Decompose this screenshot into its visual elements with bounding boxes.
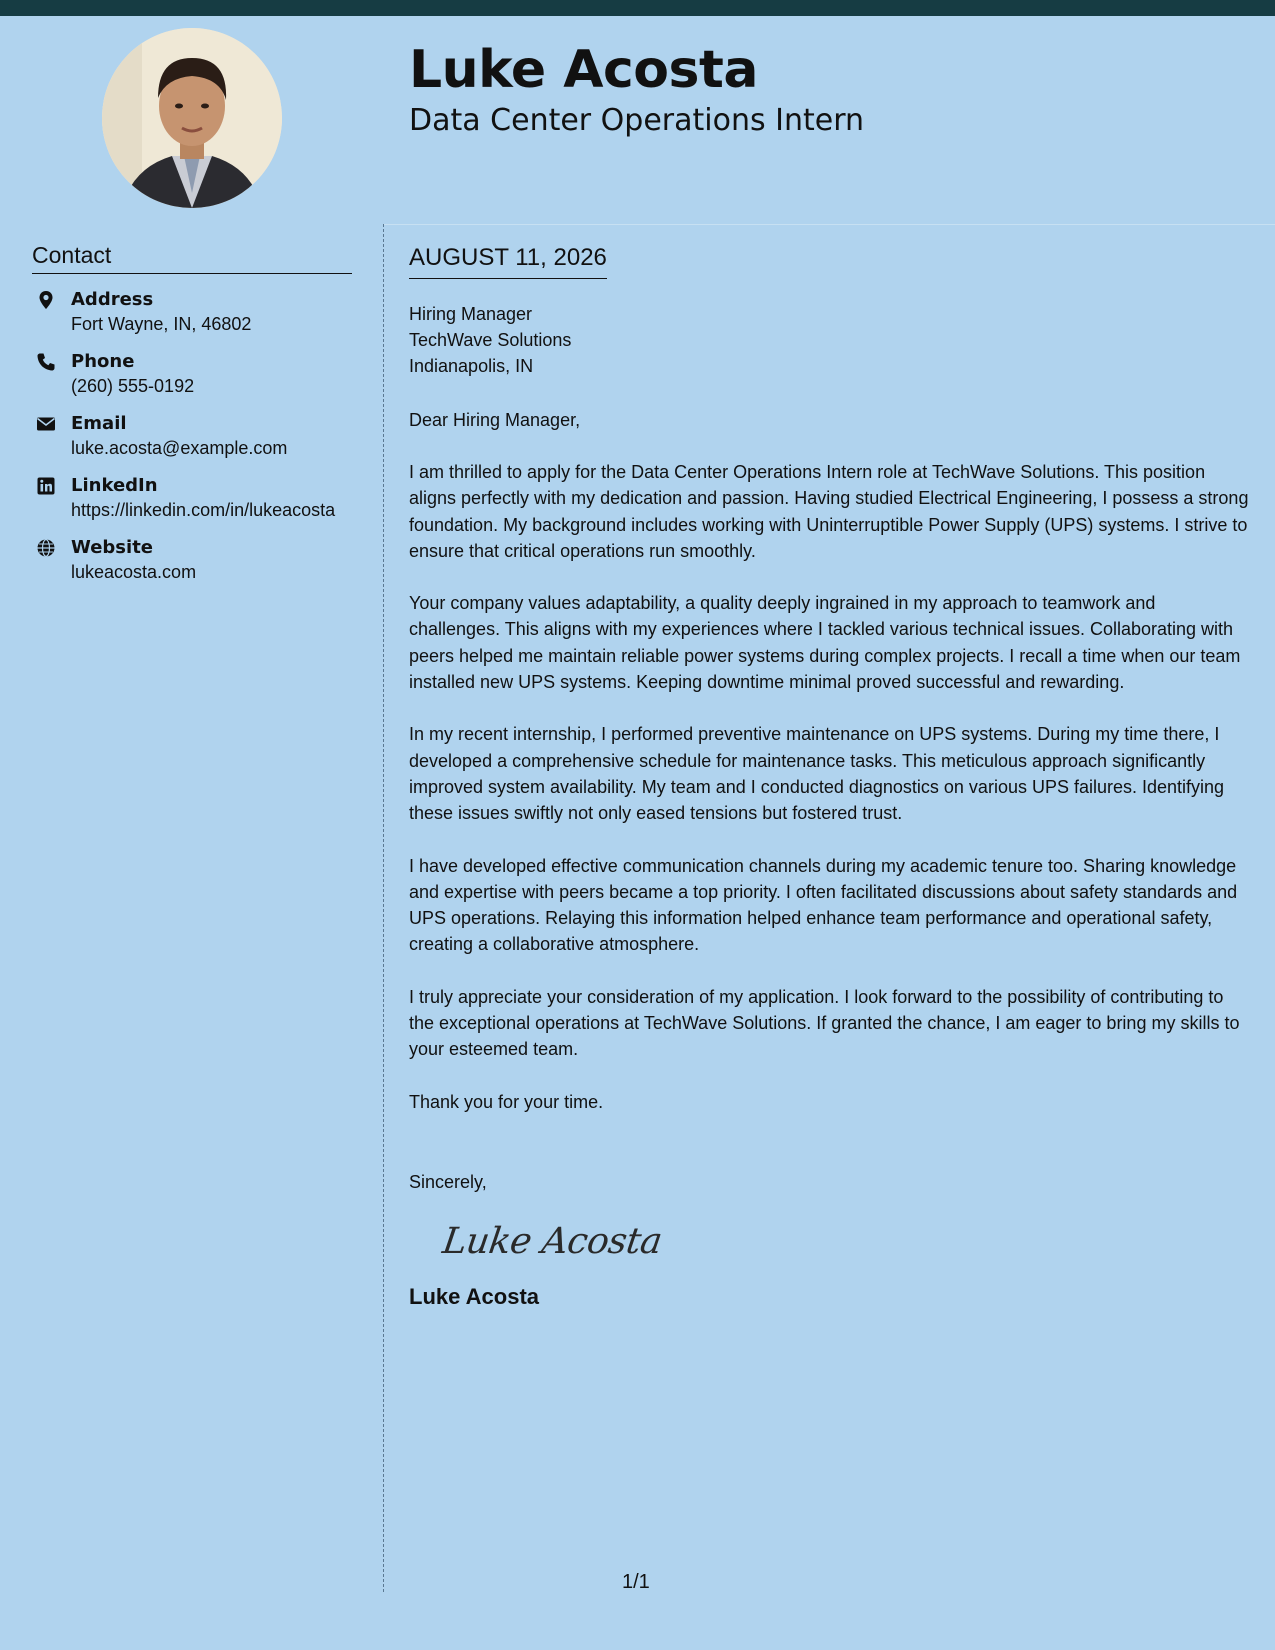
- contact-website: [32, 536, 352, 584]
- applicant-name: Luke Acosta: [409, 40, 758, 100]
- page-number: 1/1: [622, 1571, 650, 1593]
- linkedin-icon: [36, 476, 56, 496]
- contact-linkedin: [32, 474, 352, 522]
- map-pin-icon: [36, 290, 56, 310]
- paragraph: I truly appreciate your consideration of my application. I look forward to the possibility of contributing to the exceptional operations at TechWave Solutions. If granted the chance, I am eager to bring my skills to your esteemed team.: [409, 986, 1240, 1060]
- email-label: Email: [71, 413, 127, 434]
- phone-value: (260) 555-0192: [71, 376, 195, 396]
- website-label: Website: [71, 537, 154, 558]
- contact-heading: Contact: [32, 242, 352, 274]
- recipient-name: Hiring Manager: [409, 304, 533, 324]
- contact-address: [32, 288, 352, 336]
- paragraph: I have developed effective communication channels during my academic tenure too. Sharing knowledge and expertise with peers became a top priority. I often facilitated discussions about safety standards and UPS operations. Relaying this information helped enhance team performance and operational safety, creating a collaborative atmosphere.: [409, 855, 1238, 955]
- paragraph: In my recent internship, I performed preventive maintenance on UPS systems. During my time there, I developed a comprehensive schedule for maintenance tasks. This meticulous approach significantly improved system availability. My team and I conducted diagnostics on various UPS failures. Identifying these issues swiftly not only eased tensions but fostered trust.: [409, 724, 1225, 824]
- email-value[interactable]: luke.acosta@example.com: [71, 438, 288, 458]
- header-divider: [384, 224, 1275, 225]
- top-bar: [0, 0, 1275, 16]
- paragraph: I am thrilled to apply for the Data Center Operations Intern role at TechWave Solutions. This position aligns perfectly with my dedication and passion. Having studied Electrical Engineering, I possess a strong foundation. My background includes working with Uninterruptible Power Supply (UPS) systems. I strive to ensure that critical operations run smoothly.: [409, 462, 1249, 561]
- recipient-company: TechWave Solutions: [409, 330, 572, 350]
- website-value[interactable]: lukeacosta.com: [71, 562, 197, 582]
- envelope-icon: [36, 414, 56, 434]
- contact-email: [32, 412, 352, 460]
- signed-name: Luke Acosta: [409, 1283, 540, 1309]
- contact-phone: [32, 350, 352, 398]
- paragraph: Thank you for your time.: [409, 1091, 604, 1112]
- contact-sidebar: [32, 242, 352, 598]
- profile-photo: [102, 28, 282, 208]
- linkedin-label: LinkedIn: [71, 475, 158, 496]
- phone-icon: [36, 352, 56, 372]
- globe-icon: [36, 538, 56, 558]
- recipient-location: Indianapolis, IN: [409, 356, 534, 376]
- closing: Sincerely,: [409, 1171, 487, 1192]
- address-label: Address: [71, 289, 154, 310]
- column-divider: [383, 224, 384, 1592]
- linkedin-value[interactable]: https://linkedin.com/in/lukeacosta: [71, 500, 336, 520]
- salutation: Dear Hiring Manager,: [409, 410, 581, 430]
- handwritten-signature: Luke Acosta: [440, 1220, 665, 1262]
- recipient-block: [409, 301, 1249, 379]
- letter-body: [409, 244, 1249, 1310]
- letter-date: AUGUST 11, 2026: [409, 244, 607, 279]
- paragraph: Your company values adaptability, a quality deeply ingrained in my approach to teamwork and challenges. This aligns with my experiences where I tackled various technical issues. Collaborating with peers helped me maintain reliable power systems during complex projects. I recall a time when our team installed new UPS systems. Keeping downtime minimal proved successful and rewarding.: [409, 593, 1241, 693]
- address-value: Fort Wayne, IN, 46802: [71, 314, 252, 334]
- job-title: Data Center Operations Intern: [409, 103, 865, 138]
- phone-label: Phone: [71, 351, 135, 372]
